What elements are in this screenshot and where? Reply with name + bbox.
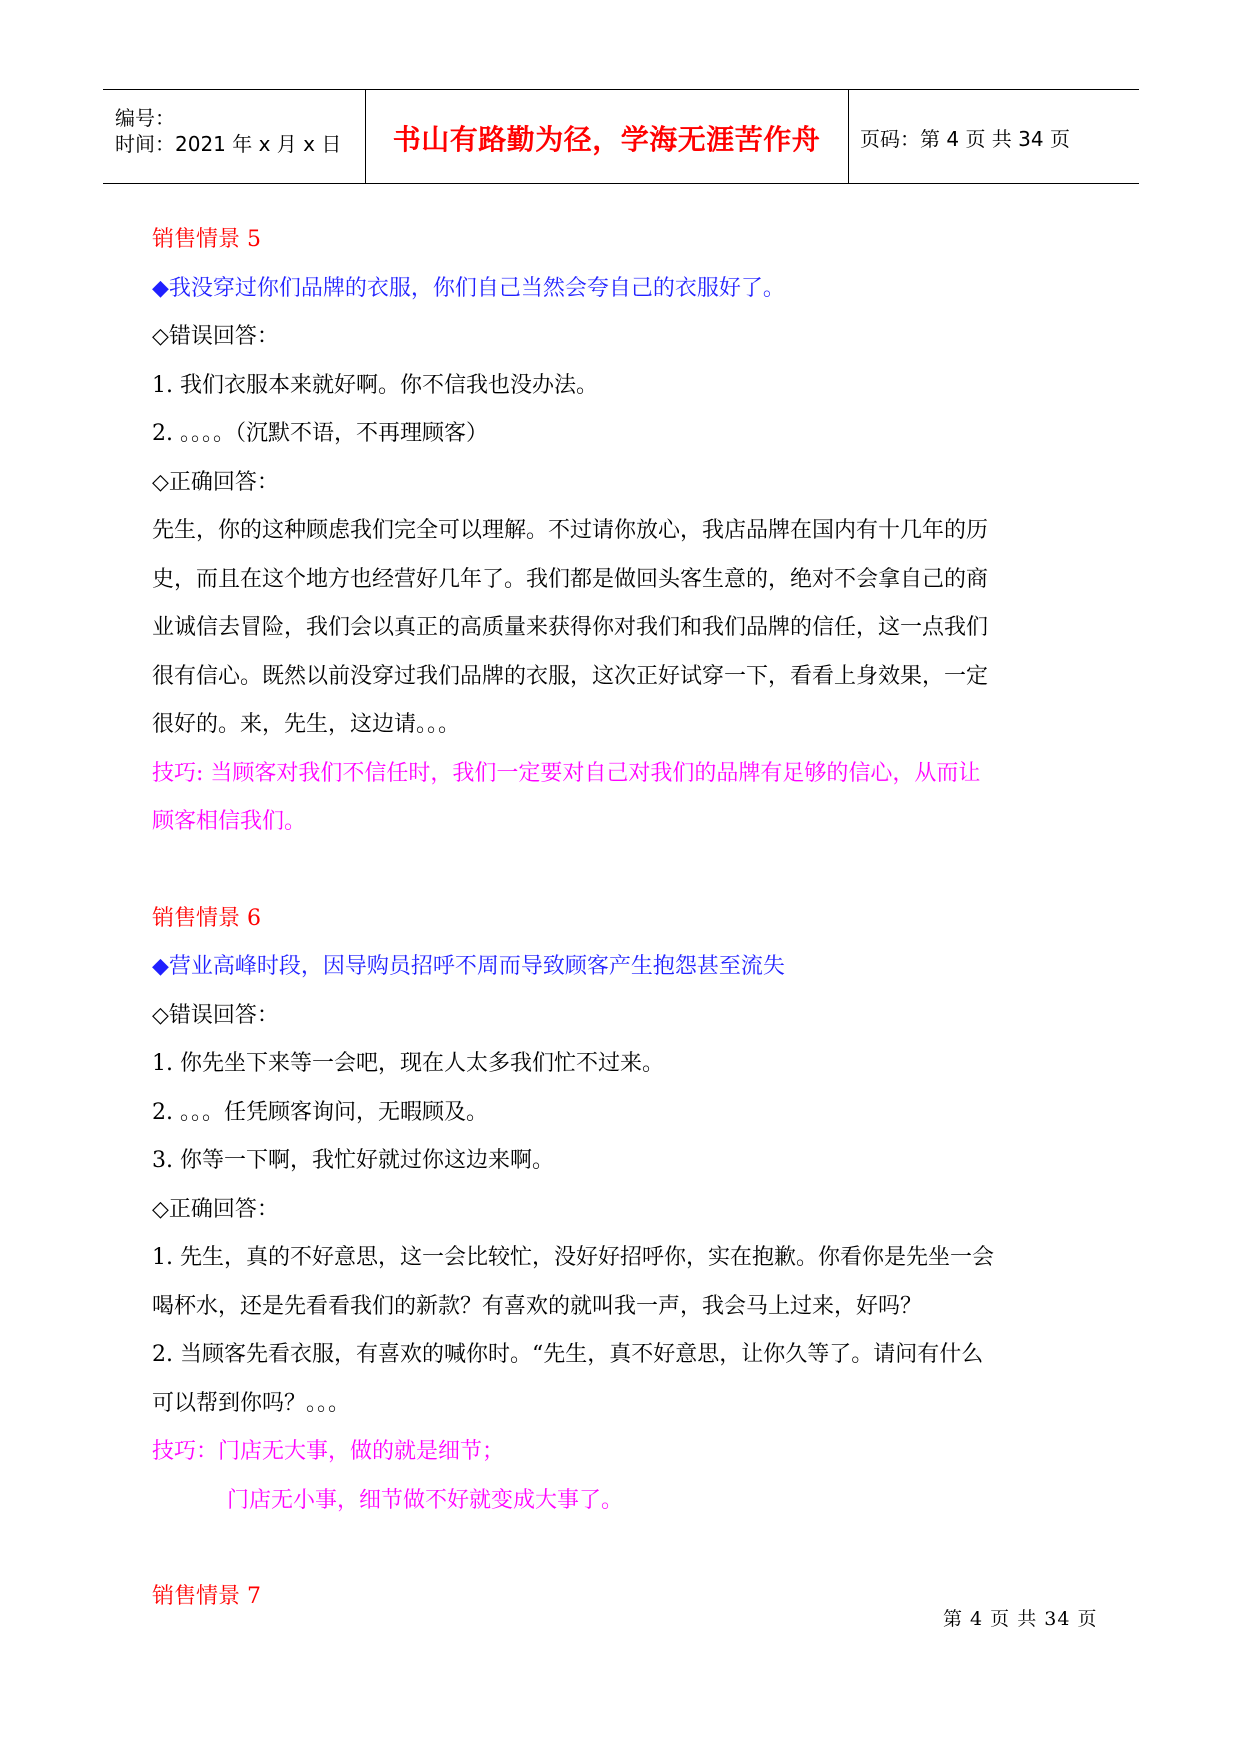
right-answer-label: ◇正确回答：	[152, 1196, 279, 1222]
right-answer-text: 业诚信去冒险，我们会以真正的高质量来获得你对我们和我们品牌的信任，这一点我们	[152, 615, 989, 640]
document-time-label: 时间：2021 年 x 月 x 日	[115, 132, 342, 156]
right-answer-text: 先生，你的这种顾虑我们完全可以理解。不过请你放心，我店品牌在国内有十几年的历	[152, 518, 989, 543]
wrong-answer-label: ◇错误回答：	[152, 324, 279, 349]
section-question: ◆营业高峰时段，因导购员招呼不周而导致顾客产生抱怨甚至流失	[152, 954, 785, 979]
tip-text: 门店无小事，细节做不好就变成大事了。	[227, 1487, 624, 1513]
section-title: 销售情景 5	[152, 227, 261, 252]
right-answer-text: 可以帮到你吗？。。。	[152, 1390, 351, 1416]
wrong-answer-item: 3. 你等一下啊，我忙好就过你这边来啊。	[152, 1148, 554, 1173]
header-motto-cell	[365, 90, 849, 183]
right-answer-text: 史，而且在这个地方也经营好几年了。我们都是做回头客生意的，绝对不会拿自己的商	[152, 566, 989, 592]
right-answer-text: 很有信心。既然以前没穿过我们品牌的衣服，这次正好试穿一下，看看上身效果，一定	[152, 663, 989, 689]
header-info-cell	[103, 90, 366, 183]
right-answer-text: 1. 先生，真的不好意思，这一会比较忙，没好好招呼你，实在抱歉。你看你是先坐一会	[152, 1245, 994, 1270]
right-answer-text: 很好的。来，先生，这边请。。。	[152, 712, 461, 737]
document-number-label: 编号：	[115, 106, 175, 130]
section-title: 销售情景 7	[152, 1584, 261, 1609]
section-title: 销售情景 6	[152, 905, 261, 931]
right-answer-text: 2. 当顾客先看衣服，有喜欢的喊你时。“先生，真不好意思，让你久等了。请问有什么	[152, 1342, 984, 1367]
wrong-answer-item: 1. 我们衣服本来就好啊。你不信我也没办法。	[152, 372, 598, 398]
wrong-answer-item: 1. 你先坐下来等一会吧，现在人太多我们忙不过来。	[152, 1051, 664, 1076]
wrong-answer-item: 2. 。。。任凭顾客询问，无暇顾及。	[152, 1099, 488, 1125]
section-question: ◆我没穿过你们品牌的衣服，你们自己当然会夸自己的衣服好了。	[152, 275, 785, 301]
tip-text: 顾客相信我们。	[152, 809, 307, 834]
header-page-cell	[848, 90, 1139, 183]
wrong-answer-label: ◇错误回答：	[152, 1002, 279, 1028]
tip-text: 技巧：门店无大事，做的就是细节；	[152, 1439, 505, 1464]
page-footer: 第 4 页 共 34 页	[943, 1608, 1098, 1630]
document-body	[152, 216, 1092, 1622]
section-spacer	[152, 1525, 1092, 1573]
section-spacer	[152, 847, 1092, 895]
right-answer-label: ◇正确回答：	[152, 469, 279, 495]
tip-text: 技巧: 当顾客对我们不信任时，我们一定要对自己对我们的品牌有足够的信心，从而让	[152, 760, 981, 786]
page-header	[103, 89, 1139, 184]
right-answer-text: 喝杯水，还是先看看我们的新款？有喜欢的就叫我一声，我会马上过来，好吗？	[152, 1293, 923, 1319]
header-motto: 书山有路勤为径，学海无涯苦作舟	[392, 123, 821, 156]
header-page-code: 页码：第 4 页 共 34 页	[860, 127, 1070, 151]
wrong-answer-item: 2. 。。。。（沉默不语，不再理顾客）	[152, 421, 488, 446]
